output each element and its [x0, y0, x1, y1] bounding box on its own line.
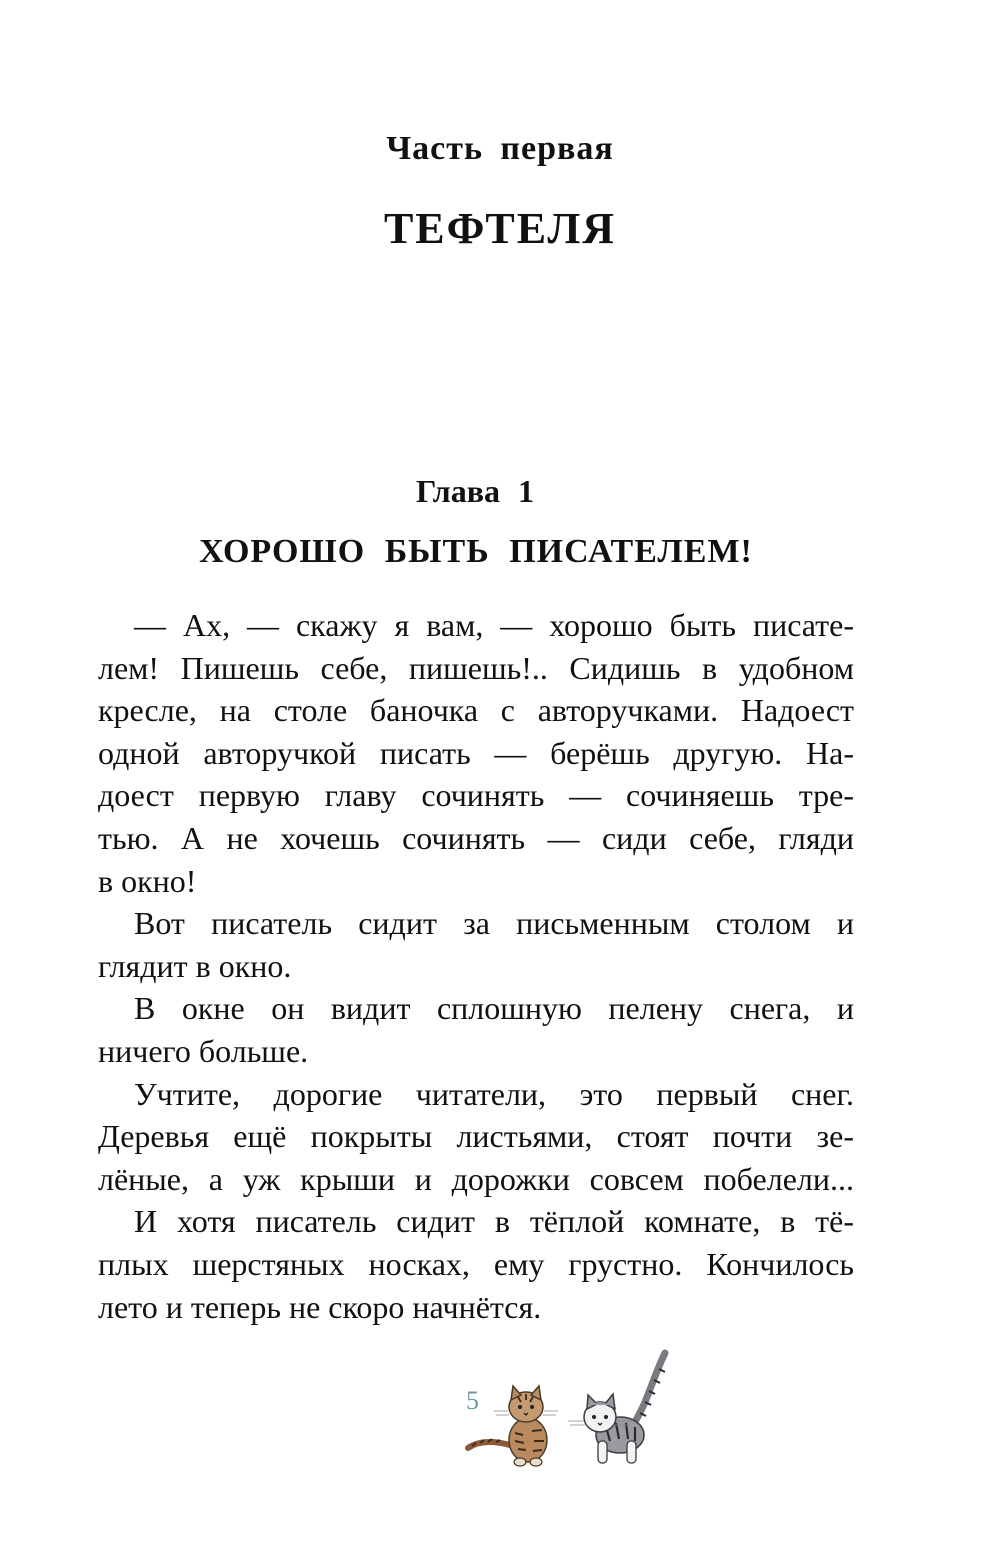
- text-line: глядит в окно.: [98, 947, 292, 984]
- text-line: плых шерстяных носках, ему грустно. Кончилось: [98, 1245, 854, 1282]
- part-label: Часть первая: [386, 130, 614, 167]
- text-line: лето и теперь не скоро начнётся.: [98, 1288, 542, 1325]
- text-line: лёные, а уж крыши и дорожки совсем побелели...: [98, 1160, 854, 1197]
- page-number: 5: [466, 1386, 479, 1415]
- chapter-title: ХОРОШО БЫТЬ ПИСАТЕЛЕМ!: [199, 533, 753, 570]
- text-line: лем! Пишешь себе, пишешь!.. Сидишь в удобном: [98, 649, 854, 686]
- two-cats-illustration-icon: [460, 1345, 680, 1470]
- text-line: кресле, на столе баночка с авторучками. Надоест: [98, 692, 854, 729]
- text-line: тью. А не хочешь сочинять — сиди себе, гляди: [98, 819, 854, 856]
- chapter-label: Глава 1: [416, 473, 534, 509]
- text-line: Учтите, дорогие читатели, это первый снег.: [134, 1075, 854, 1112]
- part-title: ТЕФТЕЛЯ: [383, 204, 617, 253]
- brown-cat-icon: [468, 1386, 558, 1466]
- text-line: ничего больше.: [98, 1032, 309, 1069]
- grey-cat-icon: [568, 1353, 665, 1463]
- text-line: доест первую главу сочинять — сочиняешь тре-: [98, 777, 854, 814]
- text-line: в окно!: [98, 862, 197, 899]
- text-line: одной авторучкой писать — берёшь другую. На-: [98, 734, 854, 771]
- text-line: И хотя писатель сидит в тёплой комнате, в тё-: [134, 1203, 854, 1240]
- text-line: Вот писатель сидит за письменным столом и: [134, 905, 854, 942]
- text-line: В окне он видит сплошную пелену снега, и: [134, 990, 854, 1027]
- chapter-text: [98, 604, 854, 1328]
- text-line: Деревья ещё покрыты листьями, стоят почти зе-: [98, 1118, 854, 1155]
- text-line: — Ах, — скажу я вам, — хорошо быть писате-: [134, 607, 854, 643]
